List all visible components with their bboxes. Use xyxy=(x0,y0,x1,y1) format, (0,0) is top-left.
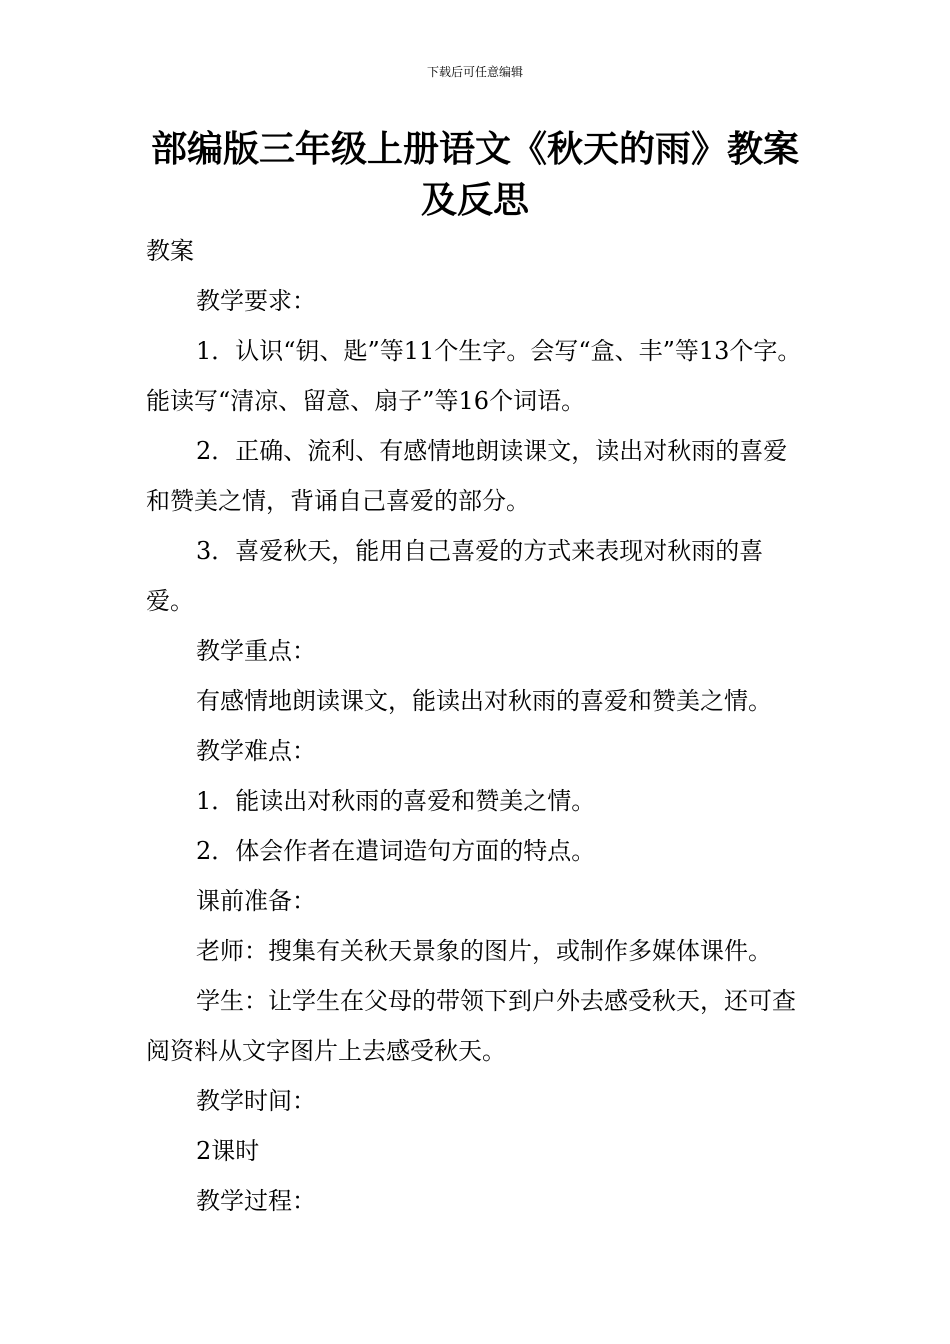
requirement-2: 2．正确、流利、有感情地朗读课文，读出对秋雨的喜爱和赞美之情，背诵自己喜爱的部分。 xyxy=(146,437,788,515)
preparation-student: 学生：让学生在父母的带领下到户外去感受秋天，还可查阅资料从文字图片上去感受秋天。 xyxy=(146,987,796,1065)
document-title xyxy=(140,124,810,226)
document-body xyxy=(146,226,810,1226)
document-title-line-1: 部编版三年级上册语文《秋天的雨》教案 xyxy=(150,129,799,170)
heading-key-points: 教学重点： xyxy=(196,637,316,665)
heading-preparation: 课前准备： xyxy=(196,887,316,915)
key-point-text: 有感情地朗读课文，能读出对秋雨的喜爱和赞美之情。 xyxy=(196,687,772,715)
heading-teaching-process: 教学过程： xyxy=(196,1187,316,1215)
heading-teaching-time: 教学时间： xyxy=(196,1087,316,1115)
heading-difficulties: 教学难点： xyxy=(196,737,316,765)
preparation-teacher: 老师：搜集有关秋天景象的图片，或制作多媒体课件。 xyxy=(196,937,772,965)
header-note: 下载后可任意编辑 xyxy=(426,65,523,79)
requirement-3: 3．喜爱秋天，能用自己喜爱的方式来表现对秋雨的喜爱。 xyxy=(146,537,764,615)
requirement-1: 1．认识“钥、匙”等11个生字。会写“盒、丰”等13个字。能读写“清凉、留意、扇子”等16个词语。 xyxy=(146,337,802,415)
section-label: 教案 xyxy=(146,237,194,265)
teaching-time-value: 2课时 xyxy=(196,1137,260,1165)
difficulty-2: 2．体会作者在遣词造句方面的特点。 xyxy=(196,837,596,865)
heading-teaching-requirements: 教学要求： xyxy=(196,287,316,315)
difficulty-1: 1．能读出对秋雨的喜爱和赞美之情。 xyxy=(196,787,596,815)
document-title-line-2: 及反思 xyxy=(420,180,529,221)
